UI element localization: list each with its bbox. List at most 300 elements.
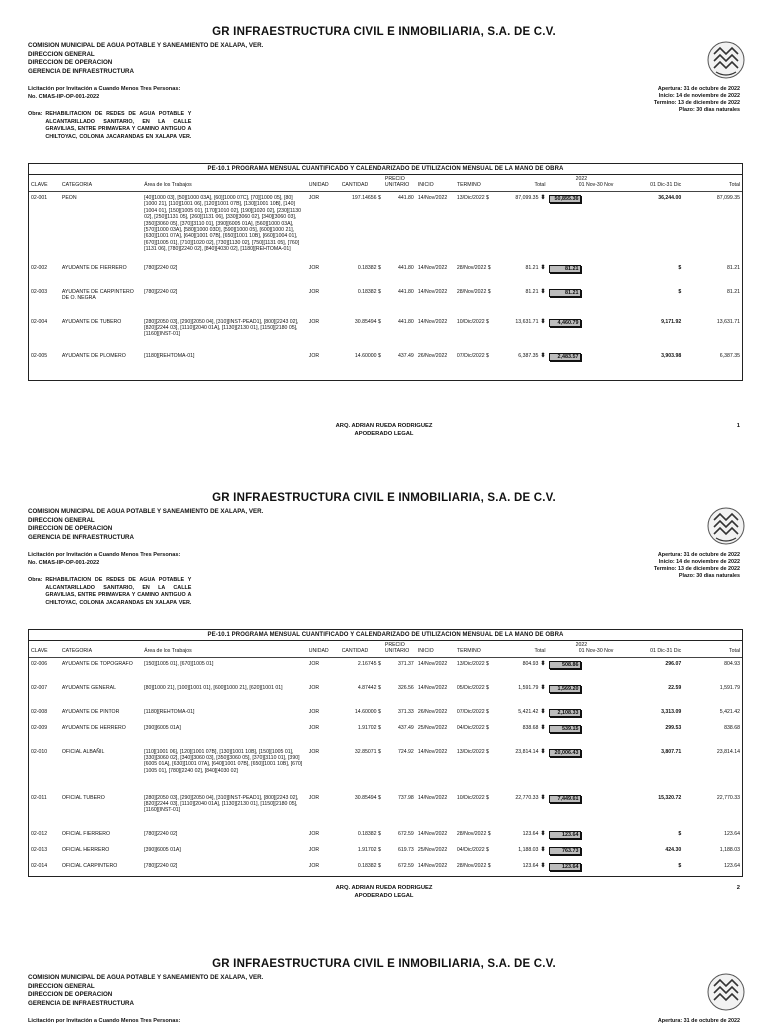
cell-categoria: OFICIAL FIERRERO bbox=[61, 830, 111, 837]
cell-total-value: 13,631.71 bbox=[515, 318, 539, 325]
table-row bbox=[29, 316, 742, 350]
cell-total bbox=[498, 722, 547, 746]
cell-termino: 07/Dic/2022 $ bbox=[456, 352, 489, 359]
dates-block bbox=[654, 552, 740, 580]
cell-inicio: 14/Nov/2022 bbox=[417, 748, 448, 755]
cell-categoria: AYUDANTE DE PLOMERO bbox=[61, 352, 126, 359]
cell-total-value: 123.64 bbox=[522, 862, 539, 869]
cell-clave: 02-014 bbox=[31, 862, 48, 869]
cmas-logo-icon bbox=[706, 972, 746, 1012]
cell-dic: $ bbox=[678, 862, 682, 869]
cell-area: [150][1005 01], [670][1005 01] bbox=[144, 661, 214, 667]
cell-dic: 424.30 bbox=[665, 846, 682, 853]
arrow-icon: ⬍ bbox=[540, 724, 546, 731]
licitacion-number: No. CMAS-IIP-OP-001-2022 bbox=[28, 559, 100, 566]
cell-termino: 05/Dic/2022 $ bbox=[456, 684, 489, 691]
cell-inicio: 14/Nov/2022 bbox=[417, 794, 448, 801]
cell-unidad: JOR bbox=[308, 846, 320, 853]
organization-block bbox=[28, 974, 263, 1008]
arrow-icon: ⬍ bbox=[540, 661, 546, 667]
table-row bbox=[29, 828, 742, 844]
cell-total2: 123.64 bbox=[724, 862, 740, 869]
cell-dic: 22.59 bbox=[668, 684, 682, 691]
cell-total-value: 22,770.33 bbox=[515, 794, 539, 801]
gantt-bar-nov: 2,483.57 bbox=[549, 353, 581, 361]
cell-clave: 02-002 bbox=[31, 264, 48, 271]
signature-block bbox=[0, 423, 768, 438]
col-inicio: INICIO bbox=[416, 175, 455, 192]
arrow-icon: ⬍ bbox=[540, 708, 546, 715]
inicio-date: Inicio: 14 de noviembre de 2022 bbox=[658, 559, 740, 565]
cell-termino: 28/Nov/2022 $ bbox=[456, 264, 491, 271]
org-line: DIRECCION DE OPERACION bbox=[28, 991, 113, 999]
cell-clave: 02-006 bbox=[31, 661, 48, 667]
cell-total bbox=[498, 316, 547, 350]
apertura-date: Apertura: 31 de octubre de 2022 bbox=[657, 1018, 740, 1024]
cell-total bbox=[498, 706, 547, 722]
cell-cantidad: 30.85494 $ bbox=[354, 794, 381, 801]
col-categoria: CATEGORIA bbox=[60, 641, 142, 658]
cell-total2: 123.64 bbox=[724, 830, 740, 837]
org-line: DIRECCION GENERAL bbox=[28, 516, 95, 524]
cell-nov bbox=[547, 746, 615, 792]
cell-cantidad: 1.91702 $ bbox=[357, 846, 381, 853]
arrow-icon: ⬍ bbox=[540, 846, 546, 853]
cell-total2: 5,421.42 bbox=[719, 708, 740, 715]
org-line: GERENCIA DE INFRAESTRUCTURA bbox=[28, 999, 134, 1007]
document-page-1 bbox=[0, 0, 768, 480]
cmas-logo-icon bbox=[706, 506, 746, 546]
col-termino: TERMINO bbox=[455, 175, 498, 192]
cell-area: [280][2050 03], [290][2050 04], [310][INST-PEAD1], [800][2243 02], [820][2244 03], [1110][2040 01A], [1130][2130 01], [1150][2180 05], [1160][INST-01] bbox=[144, 318, 299, 338]
col-nov bbox=[547, 641, 615, 658]
cell-unidad: JOR bbox=[308, 684, 320, 691]
col-nov-label: 01 Nov-30 Nov bbox=[578, 648, 614, 654]
col-cantidad: CANTIDAD bbox=[340, 175, 383, 192]
gantt-bar-nov: 539.15 bbox=[549, 725, 581, 733]
cell-clave: 02-013 bbox=[31, 846, 48, 853]
cell-precio: 441.80 bbox=[397, 264, 414, 271]
cell-area: [80][1000 21], [100][1001 01], [600][1000 21], [620][1001 01] bbox=[144, 684, 283, 691]
company-name: GR INFRAESTRUCTURA CIVIL E INMOBILIARIA, S.A. DE C.V. bbox=[212, 492, 556, 504]
cell-inicio: 14/Nov/2022 bbox=[417, 862, 448, 869]
table-row bbox=[29, 706, 742, 722]
cell-unidad: JOR bbox=[308, 794, 320, 801]
arrow-icon: ⬍ bbox=[540, 794, 546, 801]
cmas-logo-icon bbox=[706, 40, 746, 80]
cell-unidad: JOR bbox=[308, 195, 320, 201]
col-total: Total bbox=[498, 175, 547, 192]
cell-clave: 02-012 bbox=[31, 830, 48, 837]
cell-categoria: AYUDANTE DE HERRERO bbox=[61, 724, 126, 731]
cell-termino: 10/Dic/2022 $ bbox=[456, 794, 489, 801]
cell-clave: 02-007 bbox=[31, 684, 48, 691]
cell-categoria: AYUDANTE DE FIERRERO bbox=[61, 264, 127, 271]
cell-total2: 87,099.35 bbox=[716, 195, 740, 201]
gantt-bar-nov: 508.86 bbox=[549, 661, 581, 669]
cell-total-value: 23,814.14 bbox=[515, 748, 539, 755]
cell-categoria: OFICIAL HERRERO bbox=[61, 846, 110, 853]
labor-program-table-box bbox=[28, 163, 743, 381]
col-dic: 01 Dic-31 Dic bbox=[615, 175, 683, 192]
cell-unidad: JOR bbox=[308, 288, 320, 295]
cell-inicio: 14/Nov/2022 bbox=[417, 195, 448, 201]
cell-termino: 04/Dic/2022 $ bbox=[456, 846, 489, 853]
table-row bbox=[29, 844, 742, 860]
col-cantidad: CANTIDAD bbox=[340, 641, 383, 658]
cell-clave: 02-003 bbox=[31, 288, 48, 295]
table-row bbox=[29, 682, 742, 706]
org-line: GERENCIA DE INFRAESTRUCTURA bbox=[28, 67, 134, 75]
col-categoria: CATEGORIA bbox=[60, 175, 142, 192]
cell-categoria: AYUDANTE DE CARPINTERO DE O. NEGRA bbox=[61, 288, 134, 301]
arrow-icon: ⬍ bbox=[540, 684, 546, 691]
org-line: DIRECCION DE OPERACION bbox=[28, 59, 113, 67]
cell-clave: 02-004 bbox=[31, 318, 48, 325]
cell-cantidad: 14.60000 $ bbox=[354, 708, 381, 715]
col-precio: PRECIO UNITARIO bbox=[383, 641, 416, 658]
cell-inicio: 14/Nov/2022 bbox=[417, 661, 448, 667]
gantt-bar-nov: 81.21 bbox=[549, 265, 581, 273]
col-unidad: UNIDAD bbox=[307, 641, 340, 658]
cell-total bbox=[498, 682, 547, 706]
cell-area: [390][6005 01A] bbox=[144, 846, 181, 853]
cell-nov bbox=[547, 844, 615, 860]
organization-block bbox=[28, 42, 263, 76]
cell-categoria: OFICIAL TUBERO bbox=[61, 794, 105, 801]
col-area: Área de los Trabajos bbox=[142, 641, 307, 658]
gantt-bar-nov: 7,449.61 bbox=[549, 795, 581, 803]
table-row bbox=[29, 350, 742, 380]
dates-block bbox=[658, 1018, 740, 1024]
arrow-icon: ⬍ bbox=[540, 352, 546, 359]
arrow-icon: ⬍ bbox=[540, 288, 546, 295]
table-row bbox=[29, 860, 742, 876]
apertura-date: Apertura: 31 de octubre de 2022 bbox=[657, 552, 740, 558]
cell-cantidad: 0.18382 $ bbox=[357, 288, 381, 295]
cell-total2: 23,814.14 bbox=[716, 748, 740, 755]
cell-nov bbox=[547, 286, 615, 316]
cell-cantidad: 1.91702 $ bbox=[357, 724, 381, 731]
cell-categoria: OFICIAL CARPINTERO bbox=[61, 862, 118, 869]
cell-precio: 737.98 bbox=[397, 794, 414, 801]
gantt-bar-nov: 20,006.43 bbox=[549, 749, 581, 757]
table-header-row bbox=[29, 641, 742, 658]
cell-dic: 296.07 bbox=[665, 661, 682, 667]
cell-area: [110][1001 06], [120][1001 07B], [130][1001 10B], [150][1005 01], [330][3060 02], [340][3060 03], [350][3060 05], [370][3110 01], [390][6005 01A], [630][1001 07A], [640][1001 07B], [650][1001 10B], [670][1005 01], [780][2240 02], [840][4030 02] bbox=[144, 748, 303, 774]
cell-nov bbox=[547, 828, 615, 844]
cell-inicio: 14/Nov/2022 bbox=[417, 264, 448, 271]
page-number: 1 bbox=[736, 423, 740, 429]
cell-categoria: PEON bbox=[61, 195, 77, 201]
cell-total2: 22,770.33 bbox=[716, 794, 740, 801]
arrow-icon: ⬍ bbox=[540, 195, 546, 201]
obra-label: Obra: bbox=[28, 111, 43, 117]
table-row bbox=[29, 746, 742, 792]
cell-inicio: 26/Nov/2022 bbox=[417, 708, 448, 715]
obra-block bbox=[28, 111, 191, 141]
cell-inicio: 14/Nov/2022 bbox=[417, 318, 448, 325]
cell-area: [390][6005 01A] bbox=[144, 724, 181, 731]
cell-dic: 299.53 bbox=[665, 724, 682, 731]
plazo-text: Plazo: 30 dias naturales bbox=[678, 573, 740, 579]
cell-total bbox=[498, 262, 547, 286]
signature-role: APODERADO LEGAL bbox=[354, 892, 414, 899]
cell-total-value: 81.21 bbox=[525, 288, 539, 295]
cell-dic: 9,171.92 bbox=[661, 318, 682, 325]
licitacion-type: Licitación por Invitación a Cuando Menos Tres Personas: bbox=[28, 552, 181, 558]
cell-precio: 437.49 bbox=[397, 724, 414, 731]
cell-termino: 13/Dic/2022 $ bbox=[456, 661, 489, 667]
cell-total2: 81.21 bbox=[727, 288, 740, 295]
termino-date: Termino: 13 de diciembre de 2022 bbox=[653, 566, 740, 572]
cell-area: [780][2240 02] bbox=[144, 862, 178, 869]
cell-termino: 13/Dic/2022 $ bbox=[456, 748, 489, 755]
cell-nov bbox=[547, 722, 615, 746]
table-row bbox=[29, 192, 742, 262]
cell-area: [780][2240 02] bbox=[144, 288, 178, 295]
cell-total2: 6,387.35 bbox=[719, 352, 740, 359]
gantt-bar-nov: 50,855.36 bbox=[549, 195, 581, 203]
cell-cantidad: 0.18382 $ bbox=[357, 830, 381, 837]
cell-unidad: JOR bbox=[308, 264, 320, 271]
table-title: PE-10.1 PROGRAMA MENSUAL CUANTIFICADO Y CALENDARIZADO DE UTILIZACION MENSUAL DE LA MANO DE OBRA bbox=[29, 630, 742, 641]
cell-total bbox=[498, 746, 547, 792]
arrow-icon: ⬍ bbox=[540, 748, 546, 755]
cell-cantidad: 14.60000 $ bbox=[354, 352, 381, 359]
cell-total2: 838.68 bbox=[724, 724, 740, 731]
signature-role: APODERADO LEGAL bbox=[354, 430, 414, 437]
cell-inicio: 14/Nov/2022 bbox=[417, 830, 448, 837]
col-total2: Total bbox=[683, 175, 742, 192]
org-line: COMISION MUNICIPAL DE AGUA POTABLE Y SANEAMIENTO DE XALAPA, VER. bbox=[28, 42, 264, 49]
table-body bbox=[29, 192, 742, 380]
cell-termino: 04/Dic/2022 $ bbox=[456, 724, 489, 731]
cell-total bbox=[498, 860, 547, 876]
cell-inicio: 26/Nov/2022 bbox=[417, 352, 448, 359]
cell-nov bbox=[547, 192, 615, 262]
cell-precio: 724.92 bbox=[397, 748, 414, 755]
cell-unidad: JOR bbox=[308, 862, 320, 869]
obra-description: REHABILITACION DE REDES DE AGUA POTABLE Y ALCANTARILLADO SANITARIO, EN LA CALLE GRAVILIAS, ENTRE PRIMAVERA Y CAMINO ANTIGUO A CHILTOYAC, COLONIA JACARANDAS EN XALAPA VER. bbox=[45, 577, 192, 606]
cell-total2: 1,188.03 bbox=[719, 846, 740, 853]
licitacion-number: No. CMAS-IIP-OP-001-2022 bbox=[28, 93, 100, 100]
labor-program-table-box bbox=[28, 629, 743, 877]
cell-categoria: AYUDANTE DE PINTOR bbox=[61, 708, 120, 715]
cell-total bbox=[498, 192, 547, 262]
col-termino: TERMINO bbox=[455, 641, 498, 658]
cell-precio: 437.49 bbox=[397, 352, 414, 359]
cell-inicio: 14/Nov/2022 bbox=[417, 684, 448, 691]
cell-dic: 15,320.72 bbox=[658, 794, 682, 801]
cell-total bbox=[498, 792, 547, 828]
cell-clave: 02-008 bbox=[31, 708, 48, 715]
cell-total bbox=[498, 350, 547, 380]
col-total2: Total bbox=[683, 641, 742, 658]
cell-total-value: 6,387.35 bbox=[518, 352, 539, 359]
signature-block bbox=[0, 885, 768, 900]
company-name: GR INFRAESTRUCTURA CIVIL E INMOBILIARIA, S.A. DE C.V. bbox=[212, 958, 556, 970]
col-clave: CLAVE bbox=[29, 641, 60, 658]
cell-total-value: 81.21 bbox=[525, 264, 539, 271]
table-header-row bbox=[29, 175, 742, 192]
col-year: 2022 bbox=[575, 176, 588, 182]
cell-unidad: JOR bbox=[308, 830, 320, 837]
cell-categoria: AYUDANTE DE TOPOGRAFO bbox=[61, 661, 133, 667]
signature-name: ARQ. ADRIAN RUEDA RODRIGUEZ bbox=[335, 423, 433, 429]
cell-cantidad: 30.85494 $ bbox=[354, 318, 381, 325]
obra-block bbox=[28, 577, 191, 607]
cell-inicio: 14/Nov/2022 bbox=[417, 288, 448, 295]
cell-nov bbox=[547, 706, 615, 722]
inicio-date: Inicio: 14 de noviembre de 2022 bbox=[658, 93, 740, 99]
cell-termino: 07/Dic/2022 $ bbox=[456, 708, 489, 715]
cell-precio: 619.73 bbox=[397, 846, 414, 853]
cell-area: [280][2050 03], [290][2050 04], [310][INST-PEAD1], [800][2243 02], [820][2244 03], [1110][2040 01A], [1130][2130 01], [1150][2180 05], [1160][INST-01] bbox=[144, 794, 299, 814]
cell-unidad: JOR bbox=[308, 661, 320, 667]
cell-clave: 02-011 bbox=[31, 794, 47, 801]
page-number: 2 bbox=[736, 885, 740, 891]
cell-termino: 13/Dic/2022 $ bbox=[456, 195, 489, 201]
cell-clave: 02-009 bbox=[31, 724, 48, 731]
table-body bbox=[29, 658, 742, 876]
col-precio: PRECIO UNITARIO bbox=[383, 175, 416, 192]
gantt-bar-nov: 123.64 bbox=[549, 831, 581, 839]
cell-area: [780][2240 02] bbox=[144, 830, 178, 837]
org-line: DIRECCION GENERAL bbox=[28, 982, 95, 990]
cell-cantidad: 4.87442 $ bbox=[357, 684, 381, 691]
cell-total-value: 804.93 bbox=[522, 661, 539, 667]
cell-dic: $ bbox=[678, 288, 682, 295]
table-title: PE-10.1 PROGRAMA MENSUAL CUANTIFICADO Y CALENDARIZADO DE UTILIZACION MENSUAL DE LA MANO DE OBRA bbox=[29, 164, 742, 175]
licitacion-type: Licitación por Invitación a Cuando Menos Tres Personas: bbox=[28, 1018, 181, 1024]
cell-area: [1180][REHTOMA-01] bbox=[144, 352, 195, 359]
licitacion-block bbox=[28, 1018, 180, 1024]
arrow-icon: ⬍ bbox=[540, 264, 546, 271]
cell-precio: 441.80 bbox=[397, 288, 414, 295]
cell-precio: 326.56 bbox=[397, 684, 414, 691]
cell-precio: 672.59 bbox=[397, 830, 414, 837]
col-year: 2022 bbox=[575, 642, 588, 648]
plazo-text: Plazo: 30 dias naturales bbox=[678, 107, 740, 113]
col-dic: 01 Dic-31 Dic bbox=[615, 641, 683, 658]
company-name: GR INFRAESTRUCTURA CIVIL E INMOBILIARIA, S.A. DE C.V. bbox=[212, 26, 556, 38]
table-row bbox=[29, 658, 742, 682]
cell-categoria: AYUDANTE DE TUBERO bbox=[61, 318, 122, 325]
arrow-icon: ⬍ bbox=[540, 318, 546, 325]
obra-label: Obra: bbox=[28, 577, 43, 583]
cell-total2: 13,631.71 bbox=[716, 318, 740, 325]
gantt-bar-nov: 2,108.33 bbox=[549, 709, 581, 717]
cell-categoria: OFICIAL ALBAÑIL bbox=[61, 748, 105, 755]
table-row bbox=[29, 286, 742, 316]
cell-dic: 3,313.09 bbox=[661, 708, 682, 715]
cell-total-value: 838.68 bbox=[522, 724, 539, 731]
cell-dic: 3,807.71 bbox=[661, 748, 682, 755]
org-line: DIRECCION GENERAL bbox=[28, 50, 95, 58]
document-page-2 bbox=[0, 466, 768, 946]
termino-date: Termino: 13 de diciembre de 2022 bbox=[653, 100, 740, 106]
obra-description: REHABILITACION DE REDES DE AGUA POTABLE Y ALCANTARILLADO SANITARIO, EN LA CALLE GRAVILIAS, ENTRE PRIMAVERA Y CAMINO ANTIGUO A CHILTOYAC, COLONIA JACARANDAS EN XALAPA VER. bbox=[45, 111, 192, 140]
cell-termino: 28/Nov/2022 $ bbox=[456, 830, 491, 837]
cell-unidad: JOR bbox=[308, 352, 320, 359]
gantt-bar-nov: 4,460.79 bbox=[549, 319, 581, 327]
cell-dic: 36,244.00 bbox=[658, 195, 682, 201]
cell-termino: 10/Dic/2022 $ bbox=[456, 318, 489, 325]
cell-inicio: 25/Nov/2022 bbox=[417, 846, 448, 853]
document-page-3 bbox=[0, 932, 768, 1024]
cell-categoria: AYUDANTE GENERAL bbox=[61, 684, 116, 691]
organization-block bbox=[28, 508, 263, 542]
cell-cantidad: 197.14656 $ bbox=[352, 195, 381, 201]
gantt-bar-nov: 123.64 bbox=[549, 863, 581, 871]
org-line: DIRECCION DE OPERACION bbox=[28, 525, 113, 533]
cell-unidad: JOR bbox=[308, 708, 320, 715]
cell-total bbox=[498, 658, 547, 682]
cell-area: [40][1000 03], [50][1000 03A], [60][1000 07C], [70][1000 05], [80][1000 21], [110][1001 06], [120][1001 07B], [130][1001 10B], [140][1004 01], [150][1005 01], [170][1010 02], [190][1020 02], [230][1130 02], [250][1131 05], [260][1131 06], [330][3060 02], [340][3060 03], [350][3060 05], [370][3110 01], [390][6005 01A], [560][1000 03A], [570][1000 03A], [580][1000 03D], [590][1000 05], [600][1000 21], [630][1001 07A], [640][1001 07B], [650][1001 10B], [660][1004 01], [670][1005 01], [710][1020 02], [730][1130 02], [750][1131 05], [760][1131 06], [780][2240 02], [840][4030 02], [1180][REHTOMA-01] bbox=[144, 195, 301, 253]
cell-nov bbox=[547, 350, 615, 380]
arrow-icon: ⬍ bbox=[540, 830, 546, 837]
org-line: COMISION MUNICIPAL DE AGUA POTABLE Y SANEAMIENTO DE XALAPA, VER. bbox=[28, 974, 264, 981]
gantt-bar-nov: 1,569.20 bbox=[549, 685, 581, 693]
gantt-bar-nov: 763.73 bbox=[549, 847, 581, 855]
labor-program-table bbox=[29, 641, 742, 876]
licitacion-type: Licitación por Invitación a Cuando Menos Tres Personas: bbox=[28, 86, 181, 92]
col-nov bbox=[547, 175, 615, 192]
cell-precio: 441.80 bbox=[397, 318, 414, 325]
licitacion-block bbox=[28, 86, 180, 101]
cell-total bbox=[498, 286, 547, 316]
cell-cantidad: 32.85071 $ bbox=[354, 748, 381, 755]
cell-cantidad: 2.16745 $ bbox=[357, 661, 381, 667]
col-total: Total bbox=[498, 641, 547, 658]
col-nov-label: 01 Nov-30 Nov bbox=[578, 182, 614, 188]
cell-total bbox=[498, 828, 547, 844]
cell-area: [780][2240 02] bbox=[144, 264, 178, 271]
cell-precio: 371.33 bbox=[397, 708, 414, 715]
cell-nov bbox=[547, 792, 615, 828]
table-row bbox=[29, 792, 742, 828]
cell-total-value: 1,188.03 bbox=[518, 846, 539, 853]
col-unidad: UNIDAD bbox=[307, 175, 340, 192]
cell-termino: 28/Nov/2022 $ bbox=[456, 862, 491, 869]
cell-dic: 3,903.98 bbox=[661, 352, 682, 359]
cell-unidad: JOR bbox=[308, 748, 320, 755]
cell-total-value: 1,591.79 bbox=[518, 684, 539, 691]
cell-nov bbox=[547, 658, 615, 682]
cell-area: [1180][REHTOMA-01] bbox=[144, 708, 195, 715]
apertura-date: Apertura: 31 de octubre de 2022 bbox=[657, 86, 740, 92]
cell-clave: 02-010 bbox=[31, 748, 48, 755]
col-area: Área de los Trabajos bbox=[142, 175, 307, 192]
cell-dic: $ bbox=[678, 830, 682, 837]
dates-block bbox=[654, 86, 740, 114]
cell-total2: 81.21 bbox=[727, 264, 740, 271]
cell-nov bbox=[547, 860, 615, 876]
cell-unidad: JOR bbox=[308, 724, 320, 731]
cell-unidad: JOR bbox=[308, 318, 320, 325]
cell-inicio: 25/Nov/2022 bbox=[417, 724, 448, 731]
cell-cantidad: 0.18382 $ bbox=[357, 862, 381, 869]
cell-total2: 804.93 bbox=[724, 661, 740, 667]
col-clave: CLAVE bbox=[29, 175, 60, 192]
org-line: GERENCIA DE INFRAESTRUCTURA bbox=[28, 533, 134, 541]
cell-total bbox=[498, 844, 547, 860]
cell-precio: 672.59 bbox=[397, 862, 414, 869]
cell-total-value: 87,099.35 bbox=[515, 195, 539, 201]
arrow-icon: ⬍ bbox=[540, 862, 546, 869]
col-inicio: INICIO bbox=[416, 641, 455, 658]
